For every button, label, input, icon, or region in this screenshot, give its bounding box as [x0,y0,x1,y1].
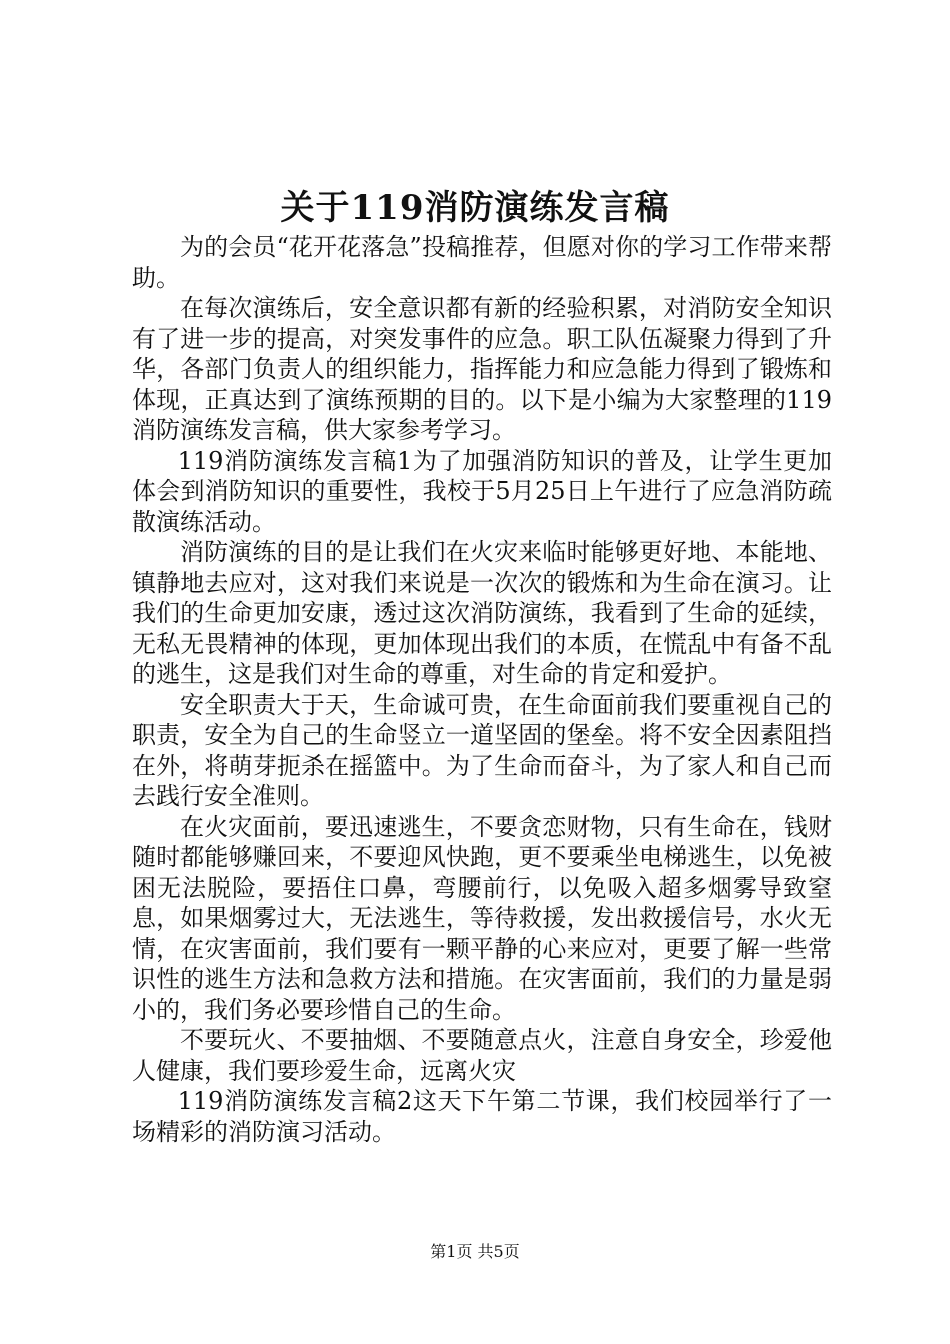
paragraph-escape-advice: 在火灾面前，要迅速逃生，不要贪恋财物，只有生命在，钱财随时都能够赚回来，不要迎风快跑，更不要乘坐电梯逃生，以免被困无法脱险，要捂住口鼻，弯腰前行，以免吸入超多烟雾导致窒息，如果烟雾过大，无法逃生，等待救援，发出救援信号，水火无情，在灾害面前，我们要有一颗平静的心来应对，更要了解一些常识性的逃生方法和急救方法和措施。在灾害面前，我们的力量是弱小的，我们务必要珍惜自己的生命。 [132,812,832,1024]
paragraph-safety-duty: 安全职责大于天，生命诚可贵，在生命面前我们要重视自己的职责，安全为自己的生命竖立一道坚固的堡垒。将不安全因素阻挡在外，将萌芽扼杀在摇篮中。为了生命而奋斗，为了家人和自己而去践行安全准则。 [132,690,832,810]
page-footer: 第1页 共5页 [430,1242,520,1261]
paragraph-intro: 为的会员“花开花落急”投稿推荐，但愿对你的学习工作带来帮助。 [132,233,832,292]
paragraph-speech-2-intro: 119消防演练发言稿2这天下午第二节课，我们校园举行了一场精彩的消防演习活动。 [132,1087,832,1146]
document-body [132,232,832,1147]
paragraph-speech-1-intro: 119消防演练发言稿1为了加强消防知识的普及，让学生更加体会到消防知识的重要性，我校于5月25日上午进行了应急消防疏散演练活动。 [132,446,832,536]
paragraph-summary: 在每次演练后，安全意识都有新的经验积累，对消防安全知识有了进一步的提高，对突发事件的应急。职工队伍凝聚力得到了升华，各部门负责人的组织能力，指挥能力和应急能力得到了锻炼和体现，正真达到了演练预期的目的。以下是小编为大家整理的119消防演练发言稿，供大家参考学习。 [132,294,832,444]
paragraph-drill-purpose: 消防演练的目的是让我们在火灾来临时能够更好地、本能地、镇静地去应对，这对我们来说是一次次的锻炼和为生命在演习。让我们的生命更加安康，透过这次消防演练，我看到了生命的延续，无私无畏精神的体现，更加体现出我们的本质，在慌乱中有备不乱的逃生，这是我们对生命的尊重，对生命的肯定和爱护。 [132,538,832,688]
paragraph-fire-prevention: 不要玩火、不要抽烟、不要随意点火，注意自身安全，珍爱他人健康，我们要珍爱生命，远离火灾 [132,1026,832,1085]
document-title: 关于119消防演练发言稿 [280,188,670,228]
